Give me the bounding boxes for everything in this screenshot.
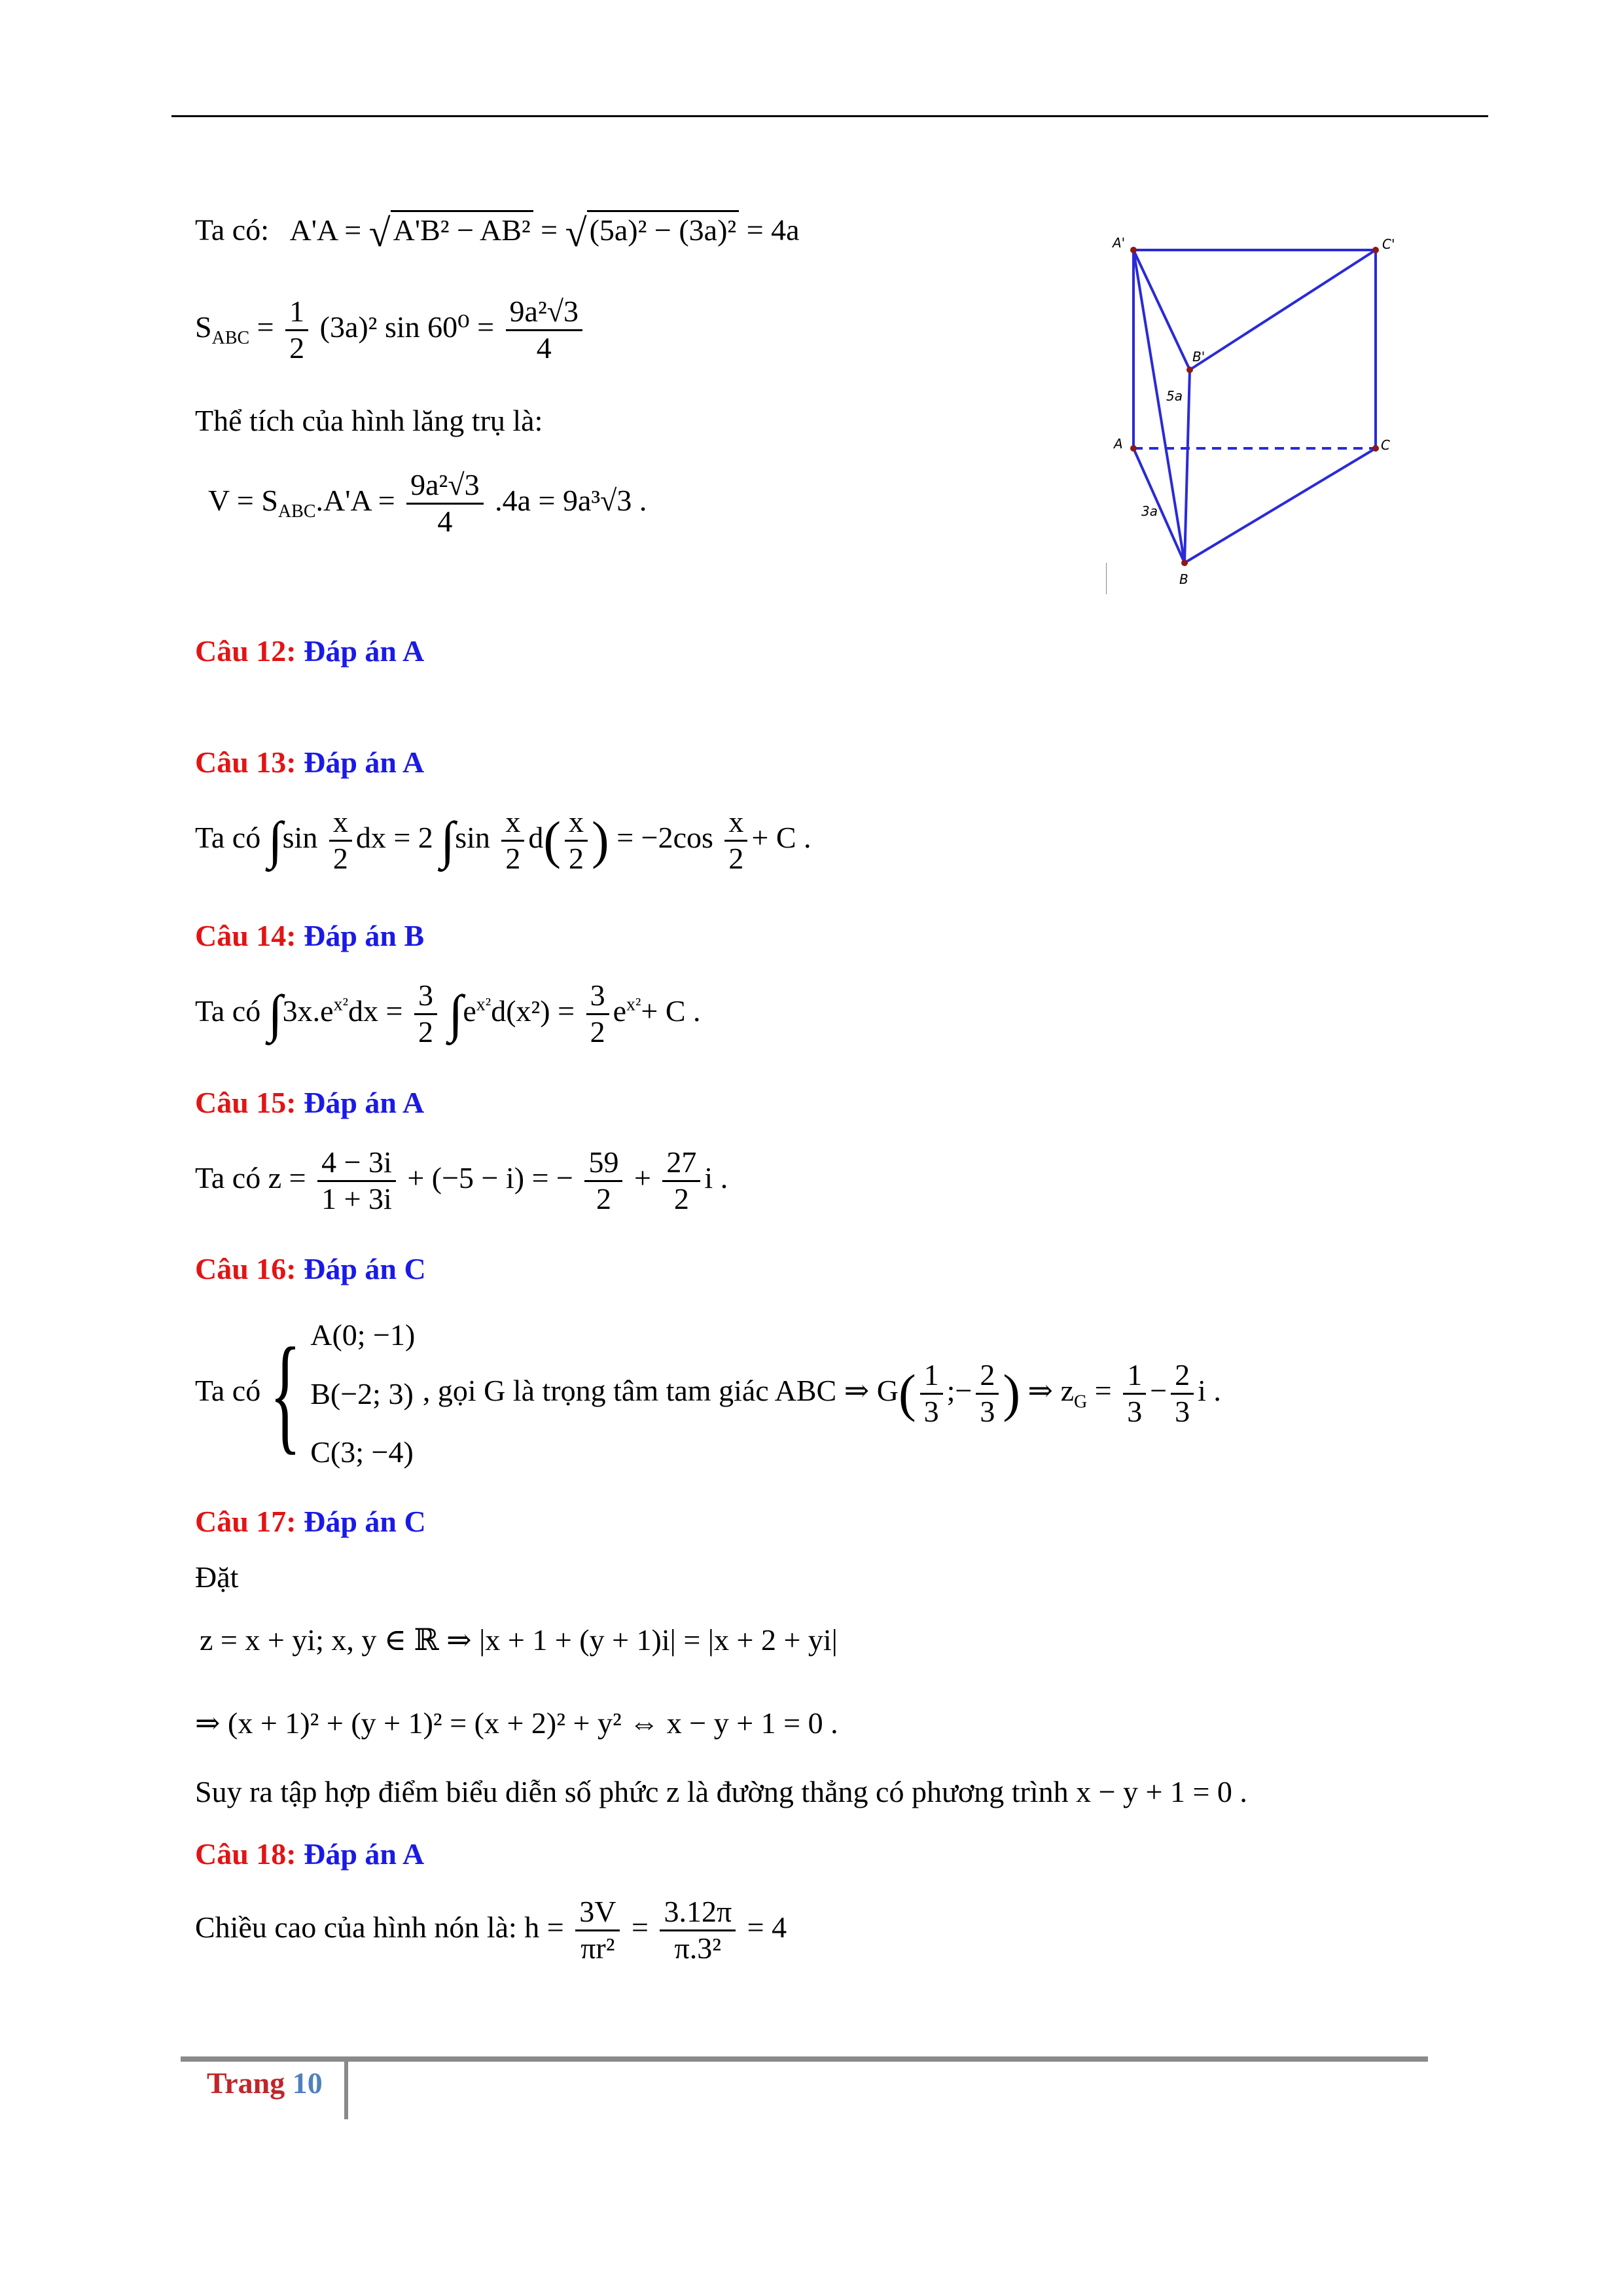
q14-line: Ta có $\int 3x.e^{x^2}dx$ = $\frac{3}{2}$ $\int e^{x^2}d(x^2)$ = $\frac{3}{2}$ $e^{x^2}+ C$ . xyxy=(195,978,701,1049)
fraction: $\frac{x}{2}$ xyxy=(724,805,747,876)
fraction: $\frac{59}{2}$ xyxy=(584,1145,622,1217)
q17-line1: z = x + yi; x, y ∈ ℝ ⇒ |x + 1 + (y + 1)i| = |x + 2 + yi| xyxy=(200,1623,838,1657)
fraction: $\frac{4 - 3i}{1 + 3i}$ xyxy=(317,1145,396,1217)
fraction: $\frac{1}{3}$ xyxy=(1123,1358,1146,1429)
q16-heading: Câu 16: Đáp án C xyxy=(195,1252,426,1285)
q18-line: Chiều cao của hình nón là: h = $\frac{3V}{\text{πr²}}$ = $\frac{3.12\pi}{\text{π.3²}}$ = 4 xyxy=(195,1895,787,1965)
sol11-text: Thể tích của hình lăng trụ là: xyxy=(195,404,543,437)
q15-heading: Câu 15: Đáp án A xyxy=(195,1086,425,1119)
point-A xyxy=(1130,445,1137,452)
sol11-line2: $S_{ABC}$ = $\frac{1}{2}$ (3a)² sin 60⁰ = $\frac{\text{9a²√3}}{4}$ xyxy=(195,295,586,366)
q17-line2: ⇒ (x + 1)² + (y + 1)² = (x + 2)² + y² ⇔ x − y + 1 = 0 . xyxy=(195,1706,838,1740)
footer-rule xyxy=(181,2056,1428,2062)
label-C1: C' xyxy=(1382,236,1395,252)
page-number xyxy=(207,2066,323,2100)
q13-line: Ta có ∫sin $\frac{x}{2}$ dx = 2 ∫sin $\frac{x}{2}$ d( $\frac{x}{2}$ ) = −2cos $\frac{x}{2}$ + C . xyxy=(195,805,812,875)
fraction: $\frac{2}{3}$ xyxy=(976,1358,999,1429)
point-B1 xyxy=(1186,367,1193,373)
label-B1: B' xyxy=(1192,349,1205,365)
fraction: $\frac{3V}{\text{πr²}}$ xyxy=(575,1895,620,1966)
fraction: $\frac{27}{2}$ xyxy=(662,1145,700,1217)
point-A1 xyxy=(1130,247,1137,253)
edge-A1B1 xyxy=(1133,250,1190,370)
edge-BC xyxy=(1185,448,1376,563)
sol11-line1: Ta có: A'A = √A'B² − AB² = √(5a)² − (3a)² = 4a xyxy=(195,209,800,257)
point-B xyxy=(1181,560,1188,566)
q13-heading: Câu 13: Đáp án A xyxy=(195,745,425,779)
point-C1 xyxy=(1372,247,1379,253)
prism-figure xyxy=(1106,223,1433,596)
sqrt-1: A'B² − AB² xyxy=(391,210,533,248)
q16-line: Ta có{ A(0; −1) B(−2; 3) C(3; −4) , gọi G là trọng tâm tam giác ABC ⇒ G( $\frac{1}{3}$ ;− $\frac{2}{3}$ ) ⇒ $z_G$ = $\frac{1}{3}$ − $\frac{2}{3}$ i . xyxy=(195,1306,1221,1482)
footer-divider xyxy=(344,2062,348,2119)
label-B: B xyxy=(1179,571,1188,587)
q17-heading: Câu 17: Đáp án C xyxy=(195,1505,426,1538)
point-C xyxy=(1372,445,1379,452)
sqrt-2: (5a)² − (3a)² xyxy=(587,210,740,248)
sol11-line3: $V = S_{ABC}.A'A$ = $\frac{\text{9a²√3}}{4}$ .4a = 9a³√3 . xyxy=(208,468,647,538)
label-3a: 3a xyxy=(1141,503,1158,519)
edge-B1B xyxy=(1185,370,1190,563)
q17-dat: Đặt xyxy=(195,1560,239,1594)
q14-heading: Câu 14: Đáp án B xyxy=(195,919,425,952)
q12-heading: Câu 12: Đáp án A xyxy=(195,634,425,668)
fraction: $\frac{\text{9a²√3}}{4}$ xyxy=(506,295,582,366)
label-5a: 5a xyxy=(1166,388,1183,404)
fraction: $\frac{x}{2}$ xyxy=(329,805,352,876)
fraction: $\frac{x}{2}$ xyxy=(565,805,588,876)
fraction: $\frac{\text{9a²√3}}{4}$ xyxy=(406,468,483,539)
fraction: $\frac{1}{2}$ xyxy=(285,295,308,366)
fraction: $\frac{3}{2}$ xyxy=(414,978,437,1050)
edge-B1C1 xyxy=(1190,250,1376,370)
header-rule xyxy=(171,115,1488,117)
fraction: $\frac{1}{3}$ xyxy=(920,1358,943,1429)
equation-system: A(0; −1) B(−2; 3) C(3; −4) xyxy=(310,1318,416,1469)
fraction: $\frac{x}{2}$ xyxy=(501,805,524,876)
q18-heading: Câu 18: Đáp án A xyxy=(195,1837,425,1871)
label-A1: A' xyxy=(1113,235,1126,251)
q15-line: Ta có z = $\frac{4 - 3i}{1 + 3i}$ + (−5 − i) = − $\frac{59}{2}$ + $\frac{27}{2}$ i . xyxy=(195,1145,728,1215)
label-A: A xyxy=(1114,436,1123,452)
page-value: 10 xyxy=(292,2066,323,2100)
fraction: $\frac{2}{3}$ xyxy=(1171,1358,1194,1429)
fraction: $\frac{3}{2}$ xyxy=(586,978,609,1050)
label-C: C xyxy=(1381,437,1390,453)
fraction: $\frac{3.12\pi}{\text{π.3²}}$ xyxy=(660,1895,736,1966)
page-word: Trang xyxy=(207,2066,285,2100)
q17-line3: Suy ra tập hợp điểm biểu diễn số phức z là đường thẳng có phương trình x − y + 1 = 0 . xyxy=(195,1775,1247,1808)
